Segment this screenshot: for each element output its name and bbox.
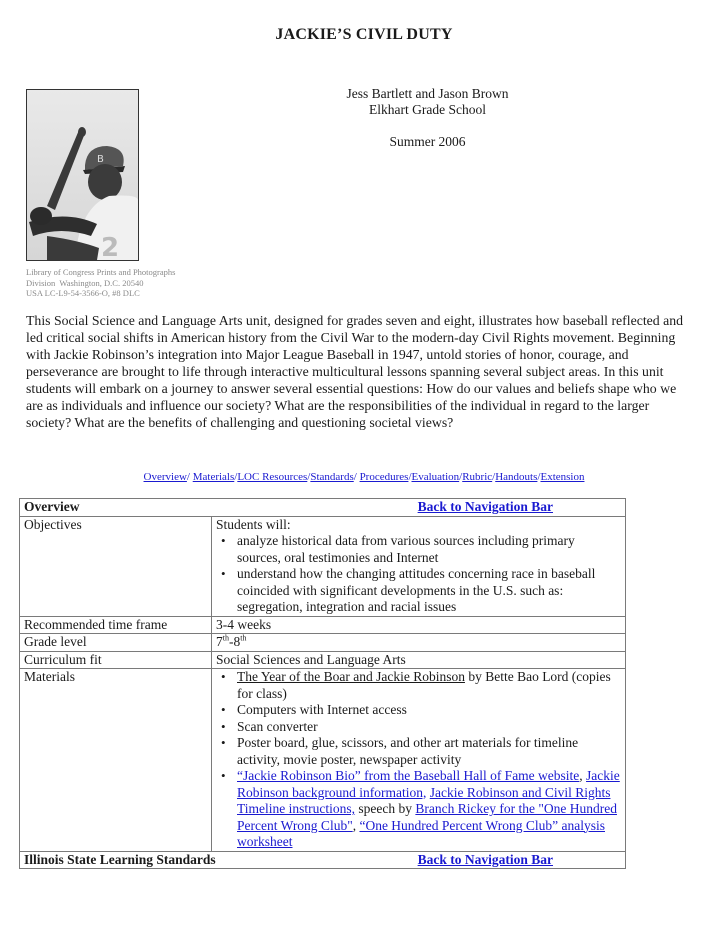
overview-table xyxy=(19,498,626,869)
standards-header-row xyxy=(20,851,626,869)
row-label: Curriculum fit xyxy=(20,651,212,669)
speech-by-text: speech by xyxy=(355,801,416,816)
row-value: Social Sciences and Language Arts xyxy=(212,651,626,669)
unit-introduction: This Social Science and Language Arts unit, designed for grades seven and eight, illustrates how baseball reflected and led critical social shifts in American history from the Civil War to the modern-day Civil Rights movement. Beginning with Jackie Robinson’s integration into Major League Baseball in 1947, untold stories of honor, courage, and perseverance are brought to life through interactive multicultural lessons spanning several subject areas. In this unit students will embark on a journey to answer several essential questions: How do our values and beliefs shape who we are as individuals and influence our society? What are the responsibilities of the individual in regard to the larger society? What are the benefits of challenging and questioning societal views? xyxy=(26,313,684,430)
nav-separator: / xyxy=(186,471,190,483)
nav-separator: / xyxy=(353,471,357,483)
table-row-curriculum xyxy=(20,651,626,669)
nav-link-extension[interactable]: Extension xyxy=(540,471,585,483)
link-background-information[interactable]: Jackie Robinson background information, xyxy=(237,768,620,800)
ordinal-suffix: th xyxy=(222,633,229,643)
ordinal-suffix: th xyxy=(240,633,247,643)
row-label: Recommended time frame xyxy=(20,616,212,634)
school: Elkhart Grade School xyxy=(369,102,486,117)
nav-link-procedures[interactable]: Procedures xyxy=(359,471,409,483)
credit-line: Library of Congress Prints and Photographs xyxy=(26,267,176,277)
svg-text:B: B xyxy=(97,154,104,165)
author-block xyxy=(280,86,575,150)
back-to-navigation-link[interactable]: Back to Navigation Bar xyxy=(417,851,553,867)
list-item xyxy=(216,669,621,702)
nav-separator: / xyxy=(537,471,541,483)
credit-line: Division Washington, D.C. 20540 xyxy=(26,277,144,288)
row-value xyxy=(212,634,626,652)
nav-link-overview[interactable]: Overview xyxy=(143,471,187,483)
link-civil-rights-timeline[interactable]: Jackie Robinson and Civil Rights Timeline instructions, xyxy=(237,784,611,816)
nav-separator: / xyxy=(492,471,496,483)
row-label: Materials xyxy=(20,669,212,852)
overview-header-row xyxy=(20,499,626,517)
range-dash: - xyxy=(228,634,234,649)
link-branch-rickey-speech[interactable]: Branch Rickey for the "One Hundred Percent Wrong Club" xyxy=(237,801,617,833)
list-item: • Poster board, glue, scissors, and other art materials for timeline activity, movie poster, newspaper activity xyxy=(216,735,621,768)
list-item: • understand how the changing attitudes concerning race in baseball coincided with significant developments in the U.S. such as: segregation, integration and racial issues xyxy=(216,566,621,616)
punctuation: , xyxy=(352,817,360,833)
list-item: • Scan converter xyxy=(216,719,621,736)
credit-line: USA LC-L9-54-3566-O, #8 DLC xyxy=(26,288,140,298)
table-row-time-frame xyxy=(20,616,626,634)
table-row-grade-level xyxy=(20,634,626,652)
document-title: JACKIE’S CIVIL DUTY xyxy=(275,26,453,43)
row-value xyxy=(212,516,626,616)
book-title: The Year of the Boar and Jackie Robinson xyxy=(237,669,465,684)
grade-to: 8 xyxy=(233,634,241,649)
objectives-intro: Students will: xyxy=(216,516,291,532)
materials-list xyxy=(216,669,621,851)
authors: Jess Bartlett and Jason Brown xyxy=(346,86,509,101)
nav-link-loc-resources[interactable]: LOC Resources xyxy=(237,471,308,483)
link-analysis-worksheet[interactable]: “One Hundred Percent Wrong Club” analysis worksheet xyxy=(237,817,605,849)
photo-credit xyxy=(26,267,175,299)
grade-from: 7 xyxy=(216,634,223,649)
overview-heading: Overview xyxy=(24,499,80,514)
nav-separator: / xyxy=(408,471,412,483)
list-item: • Computers with Internet access xyxy=(216,702,621,719)
list-item xyxy=(216,768,621,851)
nav-separator: / xyxy=(459,471,463,483)
navigation-bar xyxy=(0,471,728,483)
punctuation: , xyxy=(579,768,583,783)
row-label: Objectives xyxy=(20,516,212,616)
link-jackie-robinson-bio[interactable]: “Jackie Robinson Bio” from the Baseball Hall of Fame website xyxy=(237,768,580,783)
table-row-materials xyxy=(20,669,626,852)
nav-separator: / xyxy=(307,471,311,483)
baseball-player-image xyxy=(27,90,138,260)
list-item: • analyze historical data from various sources including primary sources, oral testimonies and Internet xyxy=(216,533,621,566)
nav-link-handouts[interactable]: Handouts xyxy=(495,471,538,483)
svg-text:2: 2 xyxy=(101,233,120,260)
nav-link-evaluation[interactable]: Evaluation xyxy=(411,471,460,483)
nav-link-materials[interactable]: Materials xyxy=(192,471,235,483)
nav-link-standards[interactable]: Standards xyxy=(310,471,354,483)
nav-link-rubric[interactable]: Rubric xyxy=(462,471,493,483)
row-value: 3-4 weeks xyxy=(212,616,626,634)
book-author: by Bette Bao Lord (copies for class) xyxy=(237,669,611,701)
standards-heading: Illinois State Learning Standards xyxy=(24,851,216,867)
objectives-list xyxy=(216,533,621,616)
nav-separator: / xyxy=(234,471,238,483)
row-value xyxy=(212,669,626,852)
back-to-navigation-link[interactable]: Back to Navigation Bar xyxy=(417,499,553,514)
table-row-objectives xyxy=(20,516,626,616)
season: Summer 2006 xyxy=(389,134,466,149)
row-label: Grade level xyxy=(20,634,212,652)
jackie-robinson-photo xyxy=(26,89,139,261)
